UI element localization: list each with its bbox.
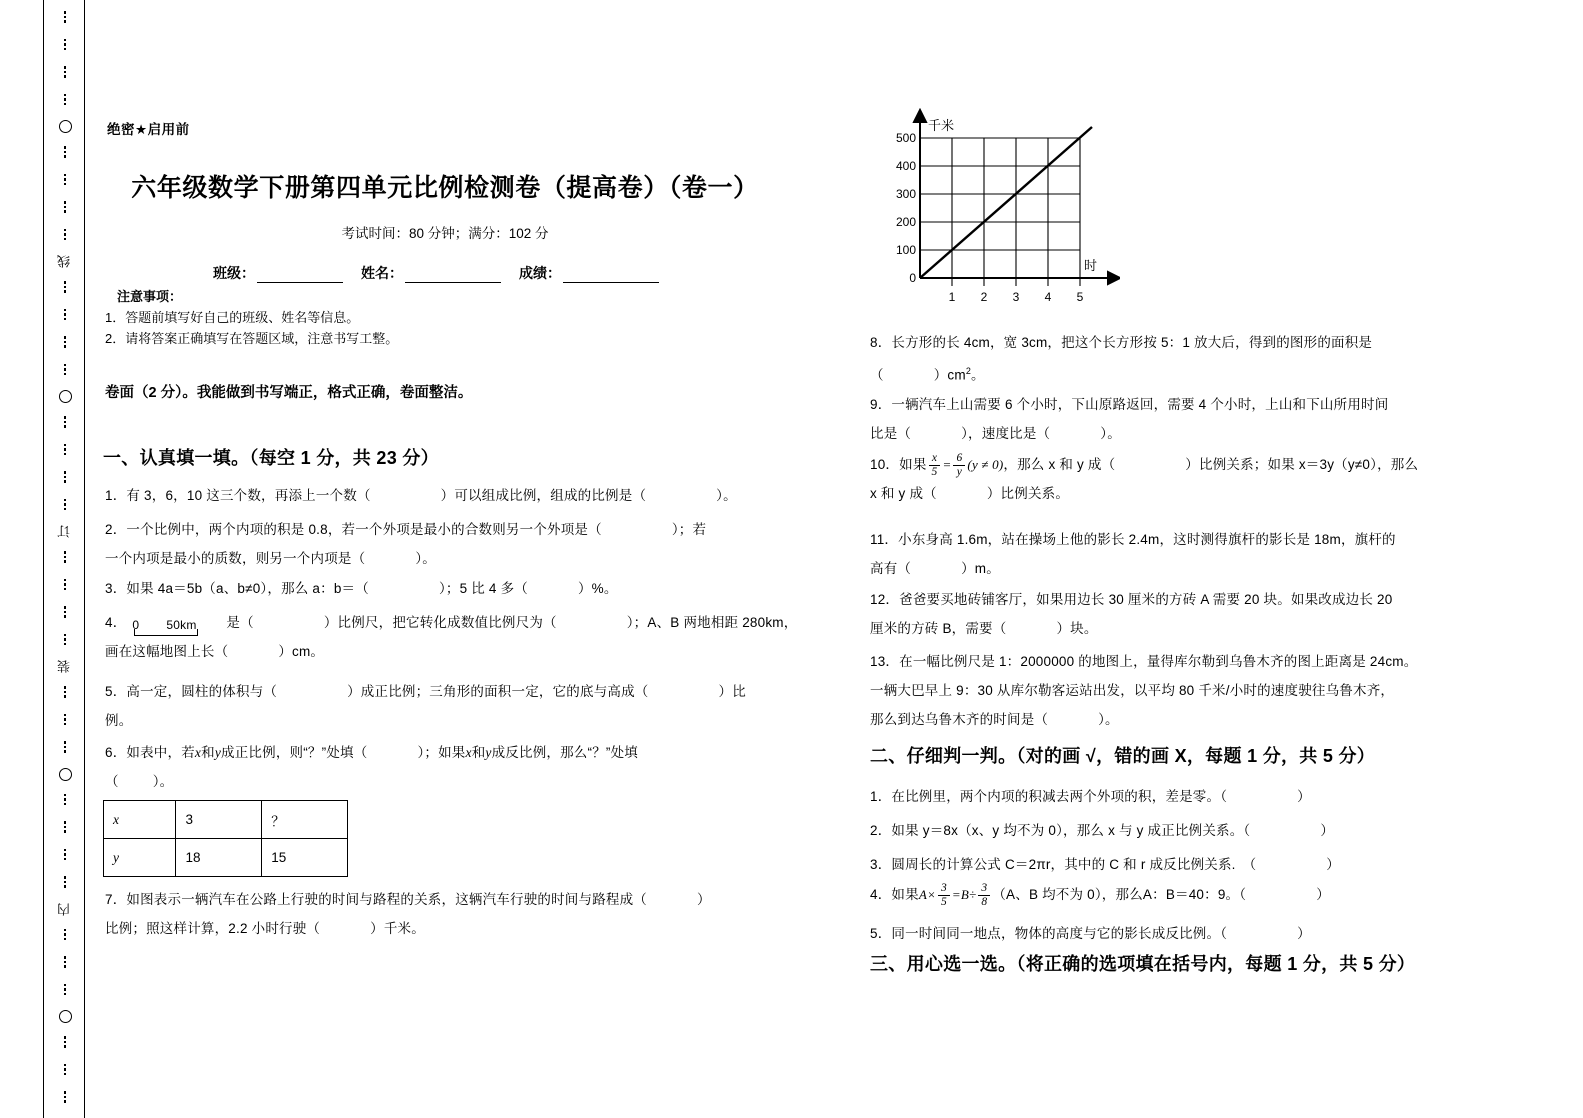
q1-part-a: 1．有 3，6，10 这三个数，再添上一个数（ [105,488,371,503]
t2-part-a: 2．如果 y＝8x（x、y 均不为 0），那么 x 与 y 成正比例关系。（ [870,823,1251,838]
binding-dots [64,794,67,808]
q4-part-c: ）；A、B 两地相距 280km， [626,615,798,630]
binding-dots [64,416,67,430]
cell-x1: 3 [176,801,262,839]
q12-part-c: ）块。 [1056,621,1098,636]
frac-numerator: 6 [956,451,963,464]
q8-part-b: （ [870,367,884,383]
t4-var-B: B [960,887,970,902]
t1-part-a: 1．在比例里，两个内项的积减去两个外项的积，差是零。（ [870,789,1228,804]
binding-track [44,0,86,1118]
q9-part-a: 9．一辆汽车上山需要 6 个小时，下山原路返回，需要 4 个小时，上山和下山所用时间 [870,397,1389,412]
binding-circle [59,390,72,403]
ytick-0: 0 [909,271,916,285]
question-6 [105,738,805,796]
table-row [104,839,348,877]
question-8 [870,328,1570,390]
q10-part-e: ）比例关系。 [986,486,1070,502]
cover-score-note: 卷面（2 分）。我能做到书写端正，格式正确，卷面整洁。 [105,385,473,401]
q6-var-x2: x [465,745,472,760]
graph-svg [880,108,1120,308]
q6-var-x: x [194,745,202,760]
binding-dots [64,66,67,80]
scale-zero: 0 [132,618,140,632]
name-label: 姓名： [361,265,403,281]
q7-part-a: 7．如图表示一辆汽车在公路上行驶的时间与路程的关系，这辆汽车行驶的时间与路程成（ [105,892,648,907]
binding-dots [64,229,67,243]
exam-info: 考试时间：80 分钟；满分：102 分 [341,226,549,241]
t5-part-b: ） [1297,926,1311,941]
binding-dots [64,281,67,295]
binding-dots [64,309,67,323]
q13-part-d: ）。 [1098,712,1119,727]
binding-dots [64,94,67,108]
question-11 [870,525,1570,583]
q6-part-h: ）。 [152,774,174,789]
ytick-500: 500 [895,131,916,145]
frac-denominator: 5 [938,895,950,909]
truefalse-1 [870,782,1570,811]
truefalse-3 [870,850,1570,879]
q10-condition: (y ≠ 0) [967,457,1004,472]
truefalse-5 [870,919,1570,948]
binding-dots [64,876,67,890]
binding-dots [64,741,67,755]
q1-part-c: ）。 [716,488,737,503]
row-label-y: y [104,839,176,877]
fraction-x-over-5 [929,452,941,479]
q2-part-d: ）。 [415,551,436,566]
t2-part-b: ） [1320,823,1335,838]
binding-dots [64,929,67,943]
q4-number: 4． [105,615,127,630]
q4-part-d: 画在这幅地图上长（ [105,644,229,659]
binding-char-xian: 线 [57,255,73,268]
binding-circle [59,768,72,781]
class-input[interactable] [257,282,343,283]
q9-part-d: ）。 [1100,426,1121,441]
scale-value: 50km [166,618,197,632]
cell-y1: 18 [176,839,262,877]
q10-part-c: ）比例关系；如果 x＝3y（y≠0），那么 [1185,457,1419,472]
q6-part-a: 6．如表中，若 [105,745,195,760]
xtick-4: 4 [1044,290,1052,304]
q8-part-d: 。 [971,367,985,383]
q6-var-y: y [214,745,222,760]
xtick-2: 2 [980,290,988,304]
frac-denominator: y [953,465,965,479]
binding-dots [64,686,67,700]
t3-part-b: ） [1326,857,1340,872]
q10-equals: = [942,457,952,472]
binding-dots [64,634,67,648]
binding-circle [59,120,72,133]
binding-dots [64,714,67,728]
q11-part-b: 高有（ [870,561,912,576]
xtick-1: 1 [948,290,956,304]
q6-part-c: 成正比例，则“？”处填（ [221,745,368,760]
q1-part-b: ）可以组成比例，组成的比例是（ [440,488,647,503]
xtick-3: 3 [1012,290,1020,304]
question-2 [105,515,805,573]
question-9 [870,390,1570,448]
q6-part-f: 成反比例，那么“？”处填 [491,745,639,760]
paper-body [85,0,1583,1118]
notes-title: 注意事项： [117,289,183,304]
graph-ylabel: 千米 [928,119,955,134]
cell-x2: ？ [262,801,348,839]
q3-part-b: ）；5 比 4 多（ [438,581,528,596]
binding-dots [64,174,67,188]
binding-dots [64,11,67,25]
q6-part-d: ）；如果 [417,745,466,760]
question-10 [870,450,1570,508]
frac-denominator: 8 [978,895,990,909]
binding-char-zhuang: 装 [57,660,73,673]
binding-circle [59,1010,72,1023]
score-input[interactable] [563,282,659,283]
fraction-6-over-y [953,452,965,479]
q9-part-c: ），速度比是（ [961,426,1051,441]
row-label-x: x [104,801,176,839]
binding-dots [64,201,67,215]
q10-part-a: 10．如果 [870,457,927,472]
xy-value-table [103,800,348,877]
q8-superscript: 2 [965,366,972,376]
q13-part-a: 13．在一幅比例尺是 1：2000000 的地图上，量得库尔勒到乌鲁木齐的图上距离是 24cm。 [870,654,1418,669]
q5-part-b: ）成正比例；三角形的面积一定，它的底与高成（ [347,684,649,699]
question-5 [105,677,805,735]
q6-part-e: 和 [471,745,486,760]
q2-part-a: 2．一个比例中，两个内项的积是 0.8，若一个外项是最小的合数则另一个外项是（ [105,522,602,537]
binding-dots [64,551,67,565]
q7-part-d: ）千米。 [370,921,425,936]
fraction-3-over-8 [978,882,990,909]
scale-bar-graphic [130,613,222,633]
q7-part-c: 比例；照这样计算，2.2 小时行驶（ [105,921,321,936]
section-three-heading: 三、用心选一选。（将正确的选项填在括号内，每题 1 分，共 5 分） [870,954,1416,974]
t4-equals: = [951,887,961,902]
q8-part-a: 8．长方形的长 4cm，宽 3cm，把这个长方形按 5：1 放大后，得到的图形的面积是 [870,335,1373,350]
q8-part-c: ）cm [933,367,966,383]
q11-part-a: 11．小东身高 1.6m，站在操场上他的影长 2.4m，这时测得旗杆的影长是 18m，旗杆的 [870,532,1396,547]
frac-denominator: 5 [929,465,941,479]
table-row [104,801,348,839]
name-input[interactable] [405,282,501,283]
truefalse-4 [870,880,1570,909]
q2-part-b: ）；若 [671,522,707,537]
section-two-heading: 二、仔细判一判。（对的画 √，错的画 X，每题 1 分，共 5 分） [870,746,1376,766]
fraction-3-over-5 [938,882,950,909]
q5-part-a: 5．高一定，圆柱的体积与（ [105,684,278,699]
question-7 [105,885,805,943]
q12-part-b: 厘米的方砖 B，需要（ [870,621,1007,636]
t4-part-a: 4．如果 [870,887,919,902]
q4-part-b: ）比例尺，把它转化成数值比例尺为（ [323,615,557,630]
page-title: 六年级数学下册第四单元比例检测卷（提高卷）（卷一） [131,174,759,202]
binding-dots [64,499,67,513]
q11-part-c: ）m。 [961,561,1000,576]
note-item: 1．答题前填写好自己的班级、姓名等信息。 [105,310,360,325]
frac-numerator: x [931,451,938,464]
q6-var-y2: y [485,745,492,760]
q5-part-c: ）比 [718,684,746,699]
time-distance-line-graph [880,108,1120,308]
t4-part-b: （A、B 均不为 0），那么A：B＝40：9。（ [992,887,1247,902]
binding-char-ding: 订 [57,525,73,538]
secret-label: 绝密★启用前 [107,122,190,137]
ytick-100: 100 [895,243,916,257]
graph-axes [914,110,1120,284]
frac-numerator: 3 [981,881,988,894]
q4-part-e: ）cm。 [278,644,325,659]
question-13 [870,647,1570,734]
q3-part-a: 3．如果 4a＝5b（a、b≠0），那么 a：b＝（ [105,581,369,596]
binding-dots [64,146,67,160]
q7-part-b: ） [697,892,711,907]
t4-part-c: ） [1316,887,1330,902]
binding-strip [43,0,85,1118]
binding-dots [64,821,67,835]
q6-part-b: 和 [201,745,215,760]
scale-bar-line [134,629,198,636]
binding-dots [64,1036,67,1050]
section-one-heading: 一、认真填一填。（每空 1 分，共 23 分） [103,448,439,468]
graph-x-ticks [949,290,1084,304]
graph-data-line [920,127,1092,278]
q5-part-d: 例。 [105,713,133,728]
score-label: 成绩： [519,265,561,281]
question-12 [870,585,1570,643]
binding-dots [64,984,67,998]
q2-part-c: 一个内项是最小的质数，则另一个内项是（ [105,551,366,566]
binding-dots [64,39,67,53]
student-info-row [95,263,795,283]
question-4 [105,608,805,666]
t5-part-a: 5．同一时间同一地点，物体的高度与它的影长成反比例。（ [870,926,1228,941]
binding-dots [64,471,67,485]
t1-part-b: ） [1297,789,1311,804]
ytick-400: 400 [895,159,916,173]
ytick-300: 300 [895,187,916,201]
binding-dots [64,606,67,620]
note-item: 2．请将答案正确填写在答题区域，注意书写工整。 [105,331,399,346]
t4-var-A: A [918,887,927,902]
truefalse-2 [870,816,1570,845]
binding-dots [64,579,67,593]
t3-part-a: 3．圆周长的计算公式 C＝2πr，其中的 C 和 r 成反比例关系. （ [870,857,1257,872]
q6-part-g: （ [105,774,119,789]
binding-dots [64,1091,67,1105]
ytick-200: 200 [895,215,916,229]
q4-part-a: 是（ [226,615,254,630]
binding-dots [64,956,67,970]
binding-dots [64,364,67,378]
xtick-5: 5 [1076,290,1084,304]
question-1 [105,481,805,510]
binding-dots [64,444,67,458]
binding-dots [64,336,67,350]
graph-y-ticks [896,131,916,285]
t4-times: × [926,887,936,902]
binding-char-nei: 内 [57,902,73,916]
binding-dots [64,1064,67,1078]
q12-part-a: 12．爸爸要买地砖铺客厅，如果用边长 30 厘米的方砖 A 需要 20 块。如果改成边长 20 [870,592,1393,607]
q13-part-c: 那么到达乌鲁木齐的时间是（ [870,712,1049,727]
q10-part-d: x 和 y 成（ [870,486,937,502]
binding-dots [64,849,67,863]
q9-part-b: 比是（ [870,426,912,441]
frac-numerator: 3 [940,881,947,894]
question-3 [105,574,805,603]
graph-xlabel: 时 [1084,259,1098,274]
q3-part-c: ）%。 [577,581,618,596]
class-label: 班级： [213,265,255,281]
cell-y2: 15 [262,839,348,877]
q10-part-b: ，那么 x 和 y 成（ [1003,457,1116,472]
q13-part-b: 一辆大巴早上 9：30 从库尔勒客运站出发，以平均 80 千米/小时的速度驶往乌鲁木齐， [870,683,1395,698]
t4-divide: ÷ [969,887,977,902]
